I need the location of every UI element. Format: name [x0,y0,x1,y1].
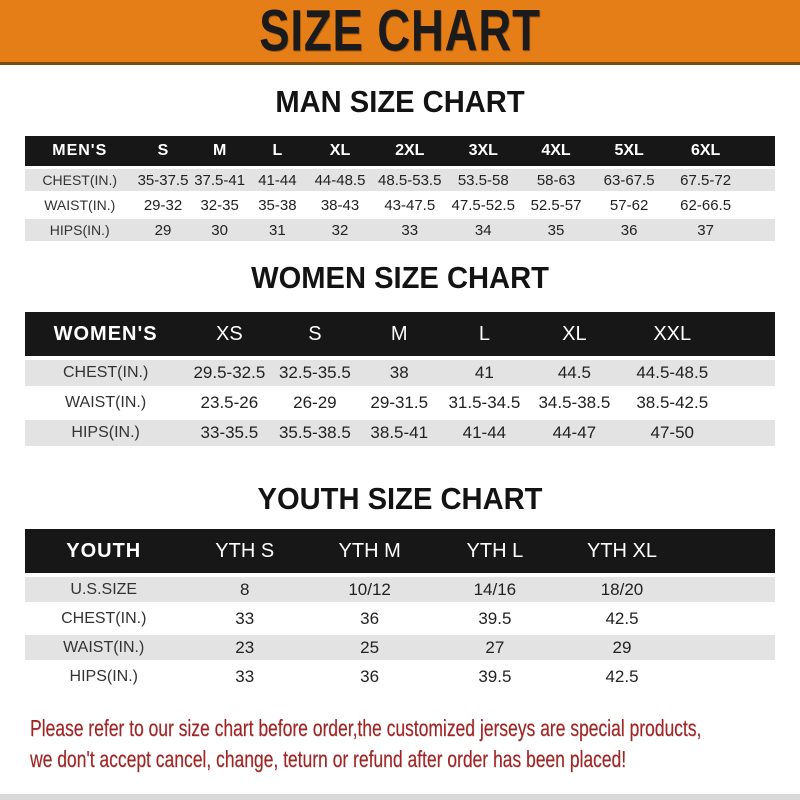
size-value: 38-43 [307,194,373,216]
table-row [25,390,775,416]
row-filler [687,664,776,689]
column-header: 4XL [520,136,592,166]
row-label: CHEST(IN.) [25,606,183,631]
size-value: 29.5-32.5 [186,360,272,386]
size-value: 38.5-42.5 [621,390,723,416]
size-value: 31 [248,219,307,241]
size-value: 38.5-41 [357,420,441,446]
size-value: 41-44 [441,420,527,446]
youth-section-heading: YOUTH SIZE CHART [257,481,543,516]
row-label: CHEST(IN.) [25,360,186,386]
row-filler [723,360,775,386]
column-header: 2XL [373,136,447,166]
banner-title: SIZE CHART [259,0,541,64]
row-label: WAIST(IN.) [25,390,186,416]
size-value: 27 [432,635,557,660]
row-filler [723,420,775,446]
size-value: 42.5 [558,664,687,689]
row-label: HIPS(IN.) [25,420,186,446]
size-value: 32 [307,219,373,241]
size-value: 35 [520,219,592,241]
size-value: 25 [307,635,432,660]
size-value: 10/12 [307,577,432,602]
bottom-edge-strip [0,794,800,800]
size-value: 33 [183,606,308,631]
size-value: 34.5-38.5 [528,390,622,416]
size-value: 41 [441,360,527,386]
column-header: XL [528,312,622,356]
disclaimer-line-2: we don't accept cancel, change, teturn or refund after order has been placed! [30,746,627,772]
women-header-row [25,312,775,356]
header-filler [687,529,776,573]
column-header: L [248,136,307,166]
table-row [25,420,775,446]
size-value: 29 [135,219,192,241]
size-value: 42.5 [558,606,687,631]
table-row [25,194,775,216]
women-size-table [25,308,775,450]
size-value: 34 [447,219,521,241]
size-value: 43-47.5 [373,194,447,216]
row-filler [687,635,776,660]
size-value: 30 [192,219,248,241]
size-value: 63-67.5 [592,169,666,191]
table-row [25,635,775,660]
column-header: S [273,312,358,356]
column-header: 3XL [447,136,521,166]
size-value: 44-47 [528,420,622,446]
row-filler [687,577,776,602]
table-row [25,577,775,602]
size-value: 41-44 [248,169,307,191]
size-value: 53.5-58 [447,169,521,191]
youth-size-table [25,525,775,693]
disclaimer-line-1: Please refer to our size chart before order,the customized jerseys are special products, [30,715,702,741]
size-value: 33 [183,664,308,689]
row-label: WAIST(IN.) [25,635,183,660]
row-label: WAIST(IN.) [25,194,135,216]
men-size-table [25,133,775,244]
row-label: HIPS(IN.) [25,664,183,689]
table-row [25,664,775,689]
table-row [25,219,775,241]
size-value: 35-37.5 [135,169,192,191]
size-value: 35-38 [248,194,307,216]
column-header: L [441,312,527,356]
row-filler [745,194,775,216]
men-table-corner-label: MEN'S [25,136,135,166]
size-value: 67.5-72 [666,169,745,191]
size-value: 36 [307,664,432,689]
size-chart-banner [0,0,800,65]
size-value: 39.5 [432,664,557,689]
size-value: 38 [357,360,441,386]
size-value: 36 [307,606,432,631]
size-value: 29 [558,635,687,660]
header-filler [745,136,775,166]
size-value: 62-66.5 [666,194,745,216]
size-value: 32-35 [192,194,248,216]
men-section-heading: MAN SIZE CHART [275,84,525,119]
size-value: 23.5-26 [186,390,272,416]
column-header: XL [307,136,373,166]
youth-header-row [25,529,775,573]
size-value: 52.5-57 [520,194,592,216]
size-value: 44.5 [528,360,622,386]
column-header: M [192,136,248,166]
row-label: U.S.SIZE [25,577,183,602]
size-value: 8 [183,577,308,602]
size-value: 18/20 [558,577,687,602]
size-value: 26-29 [273,390,358,416]
column-header: YTH XL [558,529,687,573]
column-header: 6XL [666,136,745,166]
size-value: 44.5-48.5 [621,360,723,386]
men-header-row [25,136,775,166]
disclaimer [30,713,800,775]
row-filler [745,169,775,191]
table-row [25,606,775,631]
size-value: 44-48.5 [307,169,373,191]
column-header: YTH M [307,529,432,573]
table-row [25,169,775,191]
size-value: 29-32 [135,194,192,216]
size-value: 31.5-34.5 [441,390,527,416]
size-value: 37.5-41 [192,169,248,191]
size-value: 37 [666,219,745,241]
row-filler [723,390,775,416]
column-header: XXL [621,312,723,356]
size-value: 58-63 [520,169,592,191]
size-value: 33 [373,219,447,241]
size-value: 32.5-35.5 [273,360,358,386]
row-label: HIPS(IN.) [25,219,135,241]
column-header: S [135,136,192,166]
women-table-corner-label: WOMEN'S [25,312,186,356]
column-header: YTH S [183,529,308,573]
row-filler [687,606,776,631]
size-value: 57-62 [592,194,666,216]
row-label: CHEST(IN.) [25,169,135,191]
column-header: XS [186,312,272,356]
column-header: M [357,312,441,356]
table-row [25,360,775,386]
women-section-heading: WOMEN SIZE CHART [251,260,549,295]
size-value: 47.5-52.5 [447,194,521,216]
size-value: 36 [592,219,666,241]
size-value: 14/16 [432,577,557,602]
size-value: 48.5-53.5 [373,169,447,191]
size-value: 23 [183,635,308,660]
size-value: 29-31.5 [357,390,441,416]
column-header: YTH L [432,529,557,573]
size-value: 39.5 [432,606,557,631]
size-value: 33-35.5 [186,420,272,446]
header-filler [723,312,775,356]
column-header: 5XL [592,136,666,166]
size-value: 35.5-38.5 [273,420,358,446]
row-filler [745,219,775,241]
size-value: 47-50 [621,420,723,446]
youth-table-corner-label: YOUTH [25,529,183,573]
